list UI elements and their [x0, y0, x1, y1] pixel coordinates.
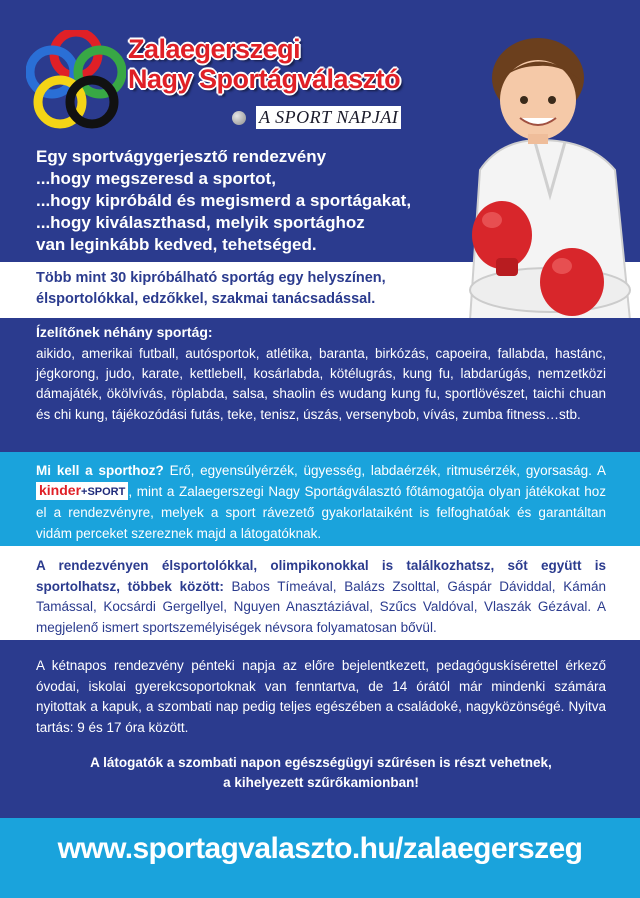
- intro-line-3: ...hogy kipróbáld és megismerd a sportágakat,: [36, 191, 412, 210]
- requirements-question: Mi kell a sporthoz?: [36, 463, 164, 478]
- highlight-line-1: Több mint 30 kipróbálható sportág egy helyszínen,: [36, 270, 386, 286]
- intro-line-4: ...hogy kiválaszthasd, melyik sportághoz: [36, 213, 365, 232]
- athletes-text: [36, 556, 606, 638]
- title-line-2: Nagy Sportágválasztó: [128, 64, 401, 94]
- event-title: [128, 34, 458, 94]
- sports-list: aikido, amerikai futball, autósportok, atlétika, baranta, birkózás, capoeira, fallabda, hastánc, jégkorong, judo, karate, kettlebell, kosárlabda, kötélugrás, kung fu, labdarúgás, nemzetközi dámajáték, ökölvívás, röplabda, salsa, shaolin és wudang kung fu, sportlövészet, taichi chuan és chi kung, tájékozódási futás, teke, tenisz, úszás, versenybob, vívás, zumba fitness…stb.: [36, 346, 606, 422]
- requirements-section: [0, 452, 640, 546]
- requirements-rest: , mint a Zalaegerszegi Nagy Sportágválasztó főtámogatója olyan játékokat hoz el a rendezvényre, melyek a sport rávezető gyakorlataiként is felfoghatóak és garantáltan vidám perceket szereznek majd a látogatóknak.: [36, 484, 606, 541]
- karate-kid-illustration-icon: [440, 20, 640, 320]
- screening-note: [36, 753, 606, 793]
- athletes-lead: A rendezvényen élsportolókkal, olimpikonokkal is találkozhatsz, sőt együtt is sportolhatsz, többek között:: [36, 558, 606, 594]
- sport-logo-text: +SPORT: [81, 486, 126, 498]
- requirements-text: [36, 460, 606, 544]
- subtitle-box: [256, 106, 401, 129]
- intro-text: [36, 146, 456, 256]
- highlight-text: [36, 268, 456, 310]
- kinder-sport-logo: [36, 482, 128, 500]
- intro-line-5: van leginkább kedved, tehetséged.: [36, 235, 317, 254]
- intro-line-2: ...hogy megszeresd a sportot,: [36, 169, 276, 188]
- highlight-line-2: élsportolókkal, edzőkkel, szakmai tanácsadással.: [36, 291, 376, 307]
- bullet-dot-icon: [232, 111, 246, 125]
- schedule-section: [0, 640, 640, 818]
- sports-section: [0, 318, 640, 452]
- flower-logo-icon: [26, 30, 126, 130]
- schedule-text: A kétnapos rendezvény pénteki napja az előre bejelentkezett, pedagóguskísérettel érkező óvodai, iskolai gyerekcsoportoknak van fenntartva, de 14 órától már mindenki számára nyitottak a kapuk, a szombati nap pedig teljes egészében a családoké, nagyközönségé. Nyitva tartás: 9 és 17 óra között.: [36, 658, 606, 735]
- intro-line-1: Egy sportvágygerjesztő rendezvény: [36, 147, 327, 166]
- screening-line-2: a kihelyezett szűrőkamionban!: [223, 775, 419, 790]
- kinder-logo-text: kinder: [39, 482, 82, 498]
- athletes-names: Babos Tímeával, Balázs Zsolttal, Gáspár Dáviddal, Kámán Tamással, Kocsárdi Gergellyel, Nguyen Anasztáziával, Szűcs Valdóval, Vlaszák Gézával. A megjelenő ismert sportszemélyiségek névsora folyamatosan bővül.: [36, 578, 607, 635]
- athletes-section: [0, 546, 640, 640]
- subtitle-row: [232, 106, 401, 129]
- screening-line-1: A látogatók a szombati napon egészségügyi szűrésen is részt vehetnek,: [90, 755, 552, 770]
- website-url[interactable]: www.sportagvalaszto.hu/zalaegerszeg: [57, 832, 583, 865]
- title-line-1: Zalaegerszegi: [128, 34, 301, 64]
- sports-heading: Ízelítőnek néhány sportág:: [36, 324, 213, 340]
- subtitle-text: A SPORT NAPJAI: [259, 107, 399, 127]
- footer-section: [0, 818, 640, 898]
- requirements-answer: Erő, egyensúlyérzék, ügyesség, labdaérzék, ritmusérzék, gyorsaság. A: [163, 463, 606, 478]
